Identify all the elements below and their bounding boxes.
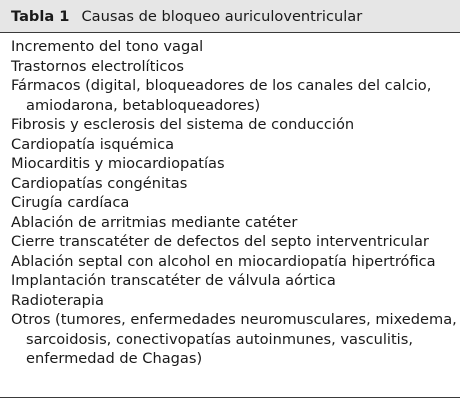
table-caption (0, 0, 460, 32)
table-title: Causas de bloqueo auriculoventricular (81, 7, 363, 25)
table-row (11, 310, 456, 369)
row-text-continuation: sarcoidosis, conectivopatías autoinmunes, vasculitis, (26, 330, 413, 348)
table-label: Tabla 1 (11, 7, 70, 25)
row-text-continuation: amiodarona, betabloqueadores) (26, 96, 261, 114)
row-text-continuation: enfermedad de Chagas) (26, 350, 203, 367)
row-text: Otros (tumores, enfermedades neuromusculares, mixedema, (11, 311, 457, 328)
table-row (11, 193, 456, 213)
table-row (11, 37, 456, 57)
table-row (11, 291, 456, 311)
row-text: Cierre transcatéter de defectos del septo interventricular (11, 233, 429, 250)
table-row (11, 57, 456, 77)
row-text: Cirugía cardíaca (11, 194, 130, 211)
table-row (11, 271, 456, 291)
table-row (11, 252, 456, 272)
row-text: Ablación de arritmias mediante catéter (11, 213, 298, 231)
table-row (11, 154, 456, 174)
row-text: Miocarditis y miocardiopatías (11, 155, 225, 172)
row-text: Implantación transcatéter de válvula aórtica (11, 272, 336, 289)
row-text: Cardiopatía isquémica (11, 135, 175, 153)
row-text: Fibrosis y esclerosis del sistema de conducción (11, 116, 355, 133)
row-text: Trastornos electrolíticos (11, 57, 184, 75)
table-row (11, 174, 456, 194)
table-body (11, 37, 456, 369)
row-text: Cardiopatías congénitas (11, 174, 188, 192)
table-row (11, 135, 456, 155)
table-row (11, 213, 456, 233)
table-row (11, 232, 456, 252)
table-row (11, 115, 456, 135)
row-text: Ablación septal con alcohol en miocardiopatía hipertrófica (11, 252, 436, 270)
row-text: Fármacos (digital, bloqueadores de los canales del calcio, (11, 77, 432, 94)
row-text: Radioterapia (11, 291, 104, 309)
top-rule (0, 32, 460, 33)
bottom-rule (0, 397, 460, 398)
row-text: Incremento del tono vagal (11, 38, 204, 55)
table-row (11, 76, 456, 115)
